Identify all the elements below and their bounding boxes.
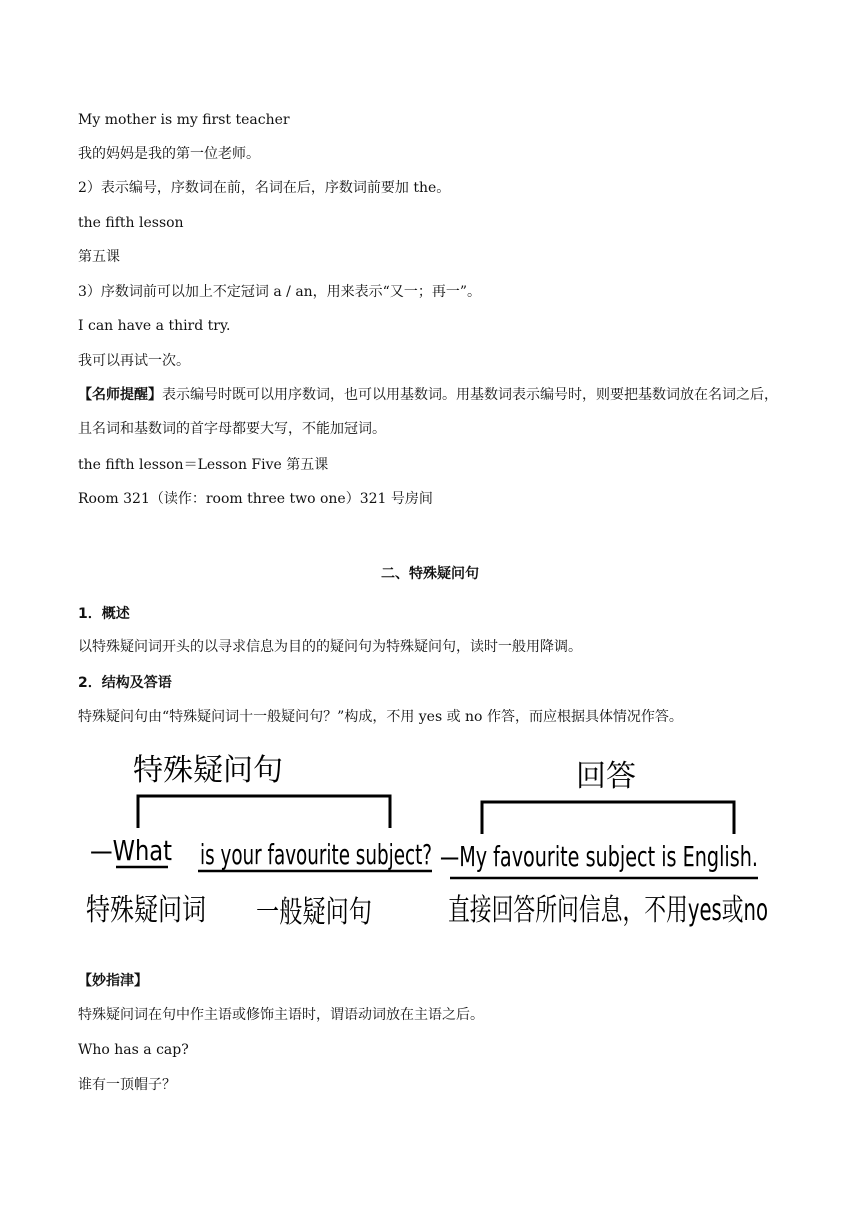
subsection-heading: 1．概述 (78, 606, 130, 622)
rule-3: 3）序数词前可以加上不定冠词 a / an，用来表示“又一；再一”。 (78, 284, 481, 300)
teacher-tip (78, 378, 784, 446)
diagram-label-wh-word: 特殊疑问词 (86, 893, 206, 928)
example-sentence: the fifth lesson (78, 215, 184, 231)
hint-text: 特殊疑问词在句中作主语或修饰主语时，谓语动词放在主语之后。 (78, 1007, 484, 1023)
example-sentence: I can have a third try. (78, 318, 231, 334)
example-line: Room 321（读作：room three two one）321 号房间 (78, 491, 433, 507)
subsection-text: 特殊疑问句由“特殊疑问词十一般疑问句？”构成，不用 yes 或 no 作答，而应根据具体情况作答。 (78, 709, 683, 725)
example-translation: 我可以再试一次。 (78, 353, 190, 369)
diagram-label-general-question: 一般疑问句 (256, 895, 372, 930)
teacher-tip-label: 【名师提醒】 (78, 387, 162, 403)
example-line: the fifth lesson＝Lesson Five 第五课 (78, 457, 329, 473)
section-title: 二、特殊疑问句 (381, 566, 479, 582)
diagram-label-answer: 直接回答所问信息，不用yes或no (448, 893, 768, 928)
example-translation: 第五课 (78, 249, 120, 265)
rule-2: 2）表示编号，序数词在前，名词在后，序数词前要加 the。 (78, 180, 451, 196)
subsection-text: 以特殊疑问词开头的以寻求信息为目的的疑问句为特殊疑问句，读时一般用降调。 (78, 639, 582, 655)
question-structure-diagram (78, 740, 784, 958)
example-sentence: Who has a cap? (78, 1042, 189, 1058)
subsection-heading: 2．结构及答语 (78, 675, 172, 691)
hint-label: 【妙指津】 (78, 973, 148, 989)
diagram-right-title: 回答 (576, 759, 636, 794)
teacher-tip-text: 表示编号时既可以用序数词，也可以用基数词。用基数词表示编号时，则要把基数词放在名词之后，且名词和基数词的首字母都要大写，不能加冠词。 (78, 387, 778, 437)
diagram-question-rest: is your favourite subject? (200, 838, 432, 871)
example-translation: 我的妈妈是我的第一位老师。 (78, 146, 260, 162)
diagram-left-title: 特殊疑问句 (133, 753, 283, 788)
diagram-question-word: —What (90, 834, 173, 867)
example-translation: 谁有一顶帽子？ (78, 1077, 176, 1093)
question-bracket (138, 796, 390, 828)
diagram-answer: —My favourite subject is English. (440, 840, 758, 873)
example-sentence: My mother is my first teacher (78, 112, 290, 128)
answer-bracket (482, 802, 734, 834)
diagram-crop-edge (78, 944, 784, 958)
